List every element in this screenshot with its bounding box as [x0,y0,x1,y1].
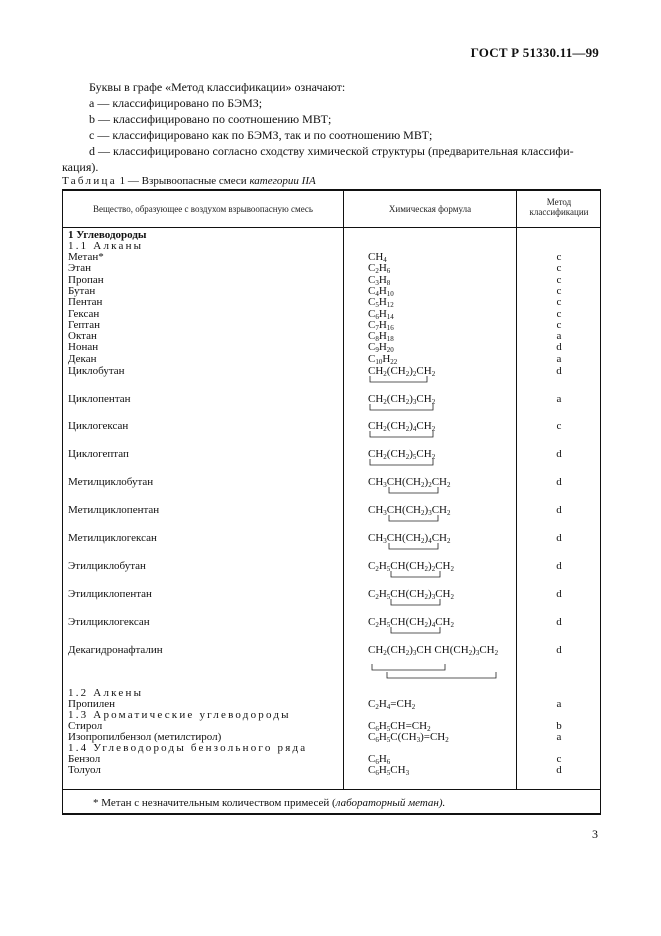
alkane-row-name: Октан [68,330,97,343]
alkene-row-formula: $C_2H_4=CH_2$ [368,698,416,711]
legend-item-continuation: кация). [62,160,99,174]
cycloalkane-row-method: d [556,616,562,628]
section-heading: 1 Углеводороды [68,229,147,241]
cycloalkane-row-formula: $CH_2(CH_2)_2CH_2$ [368,365,436,378]
column-divider [516,189,517,789]
benzene-row-name: Бензол [68,753,101,765]
ring-bond-icon [390,571,442,579]
subsection-heading: 1.4 Углеводороды бензольного ряда [68,742,308,754]
alkane-row-method: a [556,330,562,343]
header-method [518,197,600,217]
cycloalkane-row-method: a [556,393,562,405]
header-method-line: классификации [529,207,589,217]
cycloalkane-row-formula: $CH_3CH(CH_2)_4CH_2$ [368,532,451,545]
alkane-row-formula: $CH_4$ [368,251,387,264]
caption-prefix: Таблица [62,175,117,187]
cycloalkane-row-method: d [556,560,562,572]
cycloalkane-row-name: Циклогексан [68,420,129,432]
ring-bond-icon [386,672,498,680]
legend-item: d — классифицировано согласно сходству химической структуры (предварительная классифи- [89,144,574,158]
ring-bond-icon [388,515,440,523]
cycloalkane-row-name: Этилциклогексан [68,616,150,628]
alkane-row-method: c [556,318,562,331]
alkane-row-name: Пропан [68,273,104,286]
alkane-row-name: Бутан [68,284,96,297]
cycloalkane-row-formula: $CH_2(CH_2)_3CH_2$ [368,393,436,406]
legend-list [62,95,596,175]
table-top-border [62,189,601,191]
table-body-border [62,789,601,790]
alkane-row-formula: $C_4H_{10}$ [368,284,394,298]
ring-bond-icon [369,404,435,412]
table-bottom-border [62,813,601,815]
alkane-row-formula: $C_2H_6$ [368,262,391,276]
benzene-row-method: c [556,753,562,765]
cycloalkane-row-formula: $CH_2(CH_2)_5CH_2$ [368,448,436,461]
footnote-italic: лабораторный метан). [335,797,446,809]
alkane-row-formula: $C_5H_{12}$ [368,296,394,310]
alkane-row-method: c [556,284,562,297]
legend-item: b — классифицировано по соотношению МВТ; [89,112,332,126]
cycloalkane-row-name: Циклопентан [68,393,131,405]
aromatic-row-formula: $C_6H_5CH=CH_2$ [368,720,431,733]
cycloalkane-row-method: d [556,644,562,656]
alkane-row-formula: $C_8H_{18}$ [368,330,394,344]
alkene-row-name: Пропилен [68,698,115,710]
ring-bond-icon [388,487,440,495]
aromatic-row-formula: $C_6H_5C(CH_3)=CH_2$ [368,731,449,744]
caption-text: 1 — Взрывоопасные смеси [116,175,250,187]
alkane-row-name: Гептан [68,318,101,331]
cycloalkane-row-method: d [556,365,562,377]
header-method-line: Метод [546,197,572,207]
alkane-row-method: d [556,341,562,354]
alkane-row-formula: $C_9H_{20}$ [368,341,394,355]
alkane-row-formula: $C_{10}H_{22}$ [368,352,398,366]
alkene-row-method: a [556,698,562,710]
ring-bond-icon [388,543,440,551]
cycloalkane-row-formula: $CH_2(CH_2)_4CH_2$ [368,420,436,433]
header-substance: Вещество, образующее с воздухом взрывоопасную смесь [92,204,314,214]
cycloalkane-row-method: d [556,532,562,544]
cycloalkane-row-formula: $CH_2(CH_2)_3CH$ $CH(CH_2)_3CH_2$ [368,644,499,657]
cycloalkane-row-formula: $C_2H_5CH(CH_2)_4CH_2$ [368,616,454,629]
alkane-row-name: Метан* [68,251,104,263]
alkane-row-name: Нонан [68,341,99,354]
cycloalkane-row-name: Этилциклобутан [68,560,146,572]
legend-item: с — классифицировано как по БЭМЗ, так и по соотношению МВТ; [89,128,433,142]
cycloalkane-row-method: d [556,504,562,516]
document-code: ГОСТ Р 51330.11—99 [470,45,599,60]
ring-bond-icon [369,376,429,384]
alkane-row-method: c [556,307,562,320]
cycloalkane-row-method: c [556,420,562,432]
benzene-row-formula: $C_6H_5CH_3$ [368,764,410,777]
subsection-heading: 1.2 Алкены [68,687,144,699]
aromatic-row-name: Изопропилбензол (метилстирол) [68,731,222,743]
ring-bond-icon [390,599,442,607]
cycloalkane-row-formula: $CH_3CH(CH_2)_2CH_2$ [368,476,451,489]
alkane-row-method: c [556,296,562,309]
alkane-row-method: a [556,352,562,365]
cycloalkane-row-formula: $C_2H_5CH(CH_2)_2CH_2$ [368,560,454,573]
alkane-row-name: Пентан [68,296,103,309]
table-right-border [600,189,601,814]
cycloalkane-row-method: d [556,476,562,488]
alkane-row-name: Этан [68,262,91,275]
subsection-heading: 1.1 Алканы [68,240,144,252]
table-left-border [62,189,63,814]
table-footnote [93,797,445,809]
cycloalkane-row-formula: $CH_3CH(CH_2)_3CH_2$ [368,504,451,517]
cycloalkane-row-method: d [556,448,562,460]
alkane-row-name: Гексан [68,307,100,320]
cycloalkane-row-name: Циклобутан [68,365,125,377]
alkane-row-method: c [556,251,562,263]
cycloalkane-row-name: Декагидронафталин [68,644,163,656]
subsection-heading: 1.3 Ароматические углеводороды [68,709,291,721]
alkane-row-method: c [556,262,562,275]
benzene-row-name: Толуол [68,764,101,776]
alkane-row-method: c [556,273,562,286]
caption-category: категории IIA [249,175,316,187]
alkane-row-formula: $C_3H_8$ [368,273,391,287]
benzene-row-formula: $C_6H_6$ [368,753,391,766]
alkane-row-formula: $C_6H_{14}$ [368,307,394,321]
ring-bond-icon [369,431,435,439]
aromatic-row-method: b [556,720,562,732]
table-header-border [62,227,601,228]
aromatic-row-method: a [556,731,562,743]
cycloalkane-row-name: Метилциклобутан [68,476,154,488]
legend-item: а — классифицировано по БЭМЗ; [89,96,263,110]
ring-bond-icon [369,459,435,467]
cycloalkane-row-method: d [556,588,562,600]
alkane-row-name: Декан [68,352,97,365]
column-divider [343,189,344,789]
cycloalkane-row-name: Этилциклопентан [68,588,152,600]
cycloalkane-row-formula: $C_2H_5CH(CH_2)_3CH_2$ [368,588,454,601]
cycloalkane-row-name: Циклогептап [68,448,129,460]
ring-bond-icon [371,664,447,672]
footnote-text: * Метан с незначительным количеством примесей ( [93,797,336,809]
header-formula: Химическая формула [388,204,472,214]
legend-intro: Буквы в графе «Метод классификации» означают: [89,80,346,94]
cycloalkane-row-name: Метилциклопентан [68,504,160,516]
aromatic-row-name: Стирол [68,720,103,732]
ring-bond-icon [390,627,442,635]
page-number: 3 [592,827,598,841]
cycloalkane-row-name: Метилциклогексан [68,532,157,544]
alkane-row-formula: $C_7H_{16}$ [368,318,394,332]
table-caption [62,175,316,187]
benzene-row-method: d [556,764,562,776]
